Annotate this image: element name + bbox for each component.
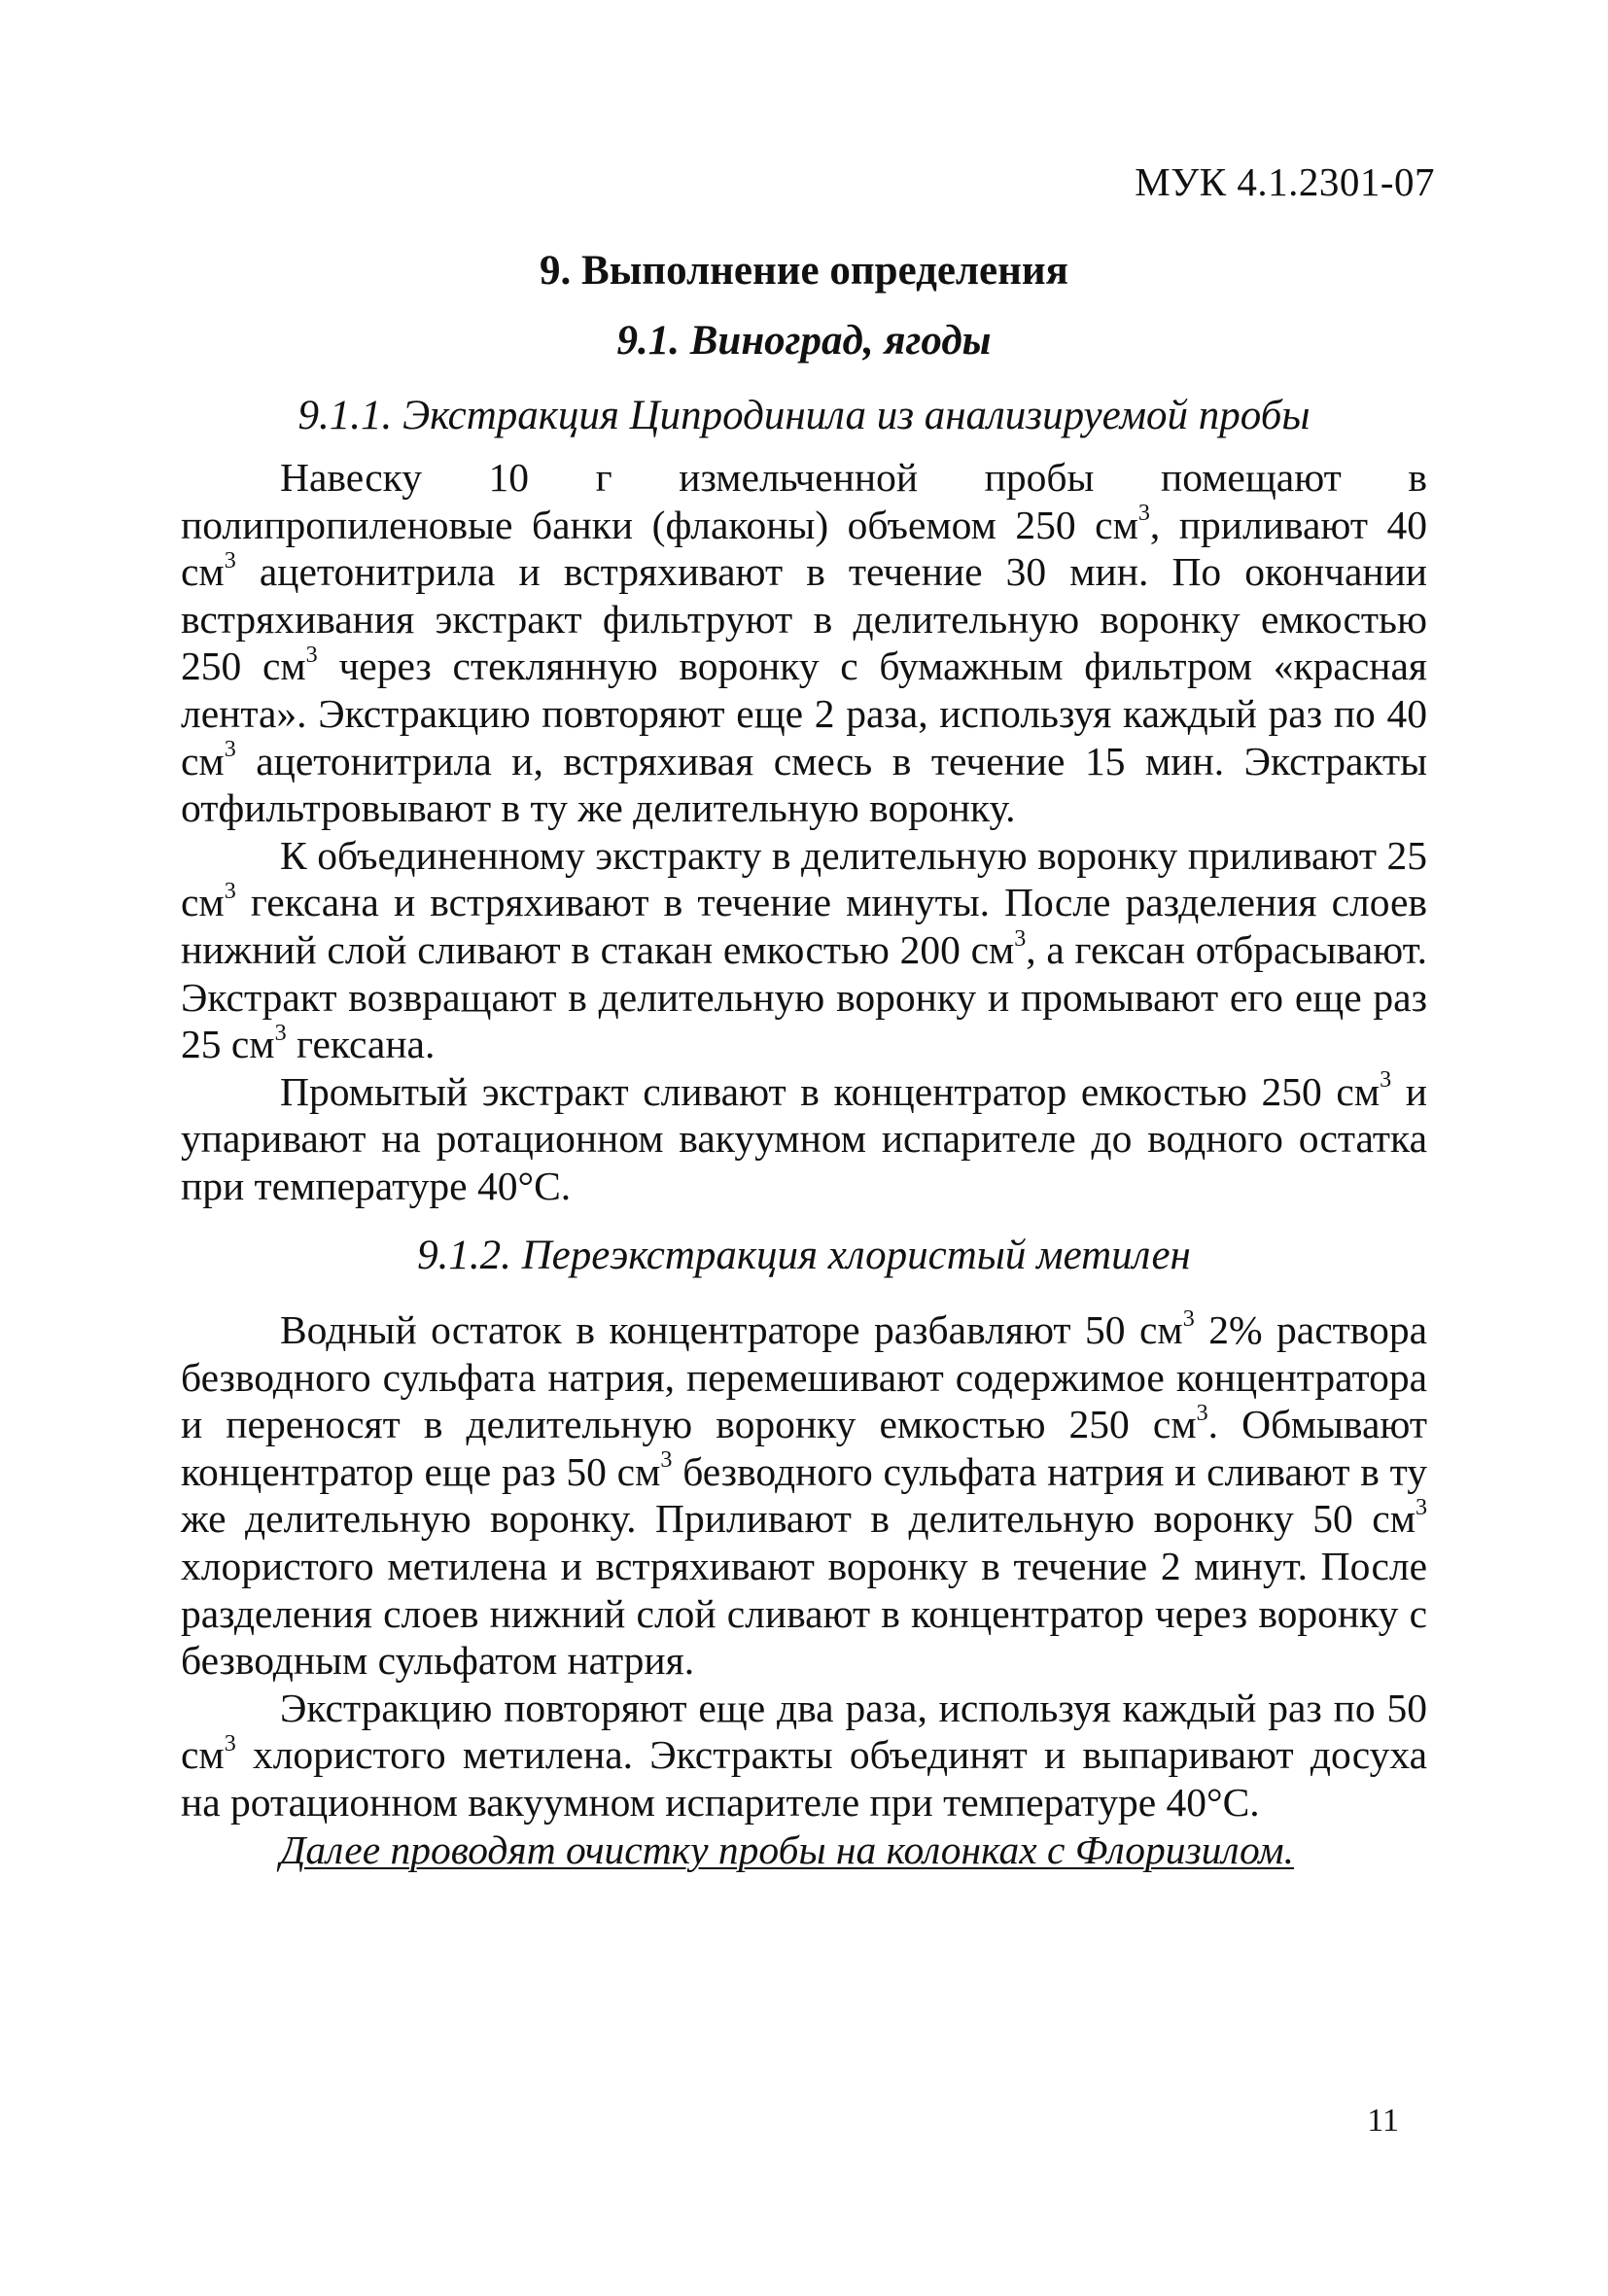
superscript-3: 3 — [224, 878, 236, 904]
superscript-3: 3 — [1380, 1067, 1392, 1094]
superscript-3: 3 — [224, 1730, 236, 1757]
section-heading: 9. Выполнение определения — [540, 248, 1068, 294]
paragraph-evaporation: Промытый экстракт сливают в концентратор емкостью 250 $см^3$ и упаривают на ротационном вакуумном испарителе до водного остатка при температуре 40°С. — [181, 1067, 1427, 1208]
superscript-3: 3 — [1196, 1400, 1208, 1426]
superscript-3: 3 — [1182, 1305, 1195, 1332]
paragraph-sample-weighing: Навеску 10 г измельченной пробы помещают в полипропиленовые банки (флаконы) объемом 250 $см^3$, приливают 40 $см^3$ ацетонитрила и встряхивают в течение 30 мин. По окончании встряхивания экстракт фильтруют в делительную воронку емкостью 250 $см^3$ через стеклянную воронку с бумажным фильтром «красная лента». Экстракцию повторяют еще 2 раза, используя каждый раз по 40 $см^3$ ацетонитрила и, встряхивая смесь в течение 15 мин. Экстракты отфильтровывают в ту же делительную воронку. — [181, 455, 1427, 831]
paragraph-hexane-wash: К объединенному экстракту в делительную воронку приливают 25 $см^3$ гексана и встряхивают в течение минуты. После разделения слоев нижний слой сливают в стакан емкостью 200 $см^3$, а гексан отбрасывают. Экстракт возвращают в делительную воронку и промывают его еще раз 25 $см^3$ гексана. — [181, 832, 1427, 1067]
superscript-3: 3 — [274, 1020, 287, 1046]
superscript-3: 3 — [305, 642, 318, 668]
superscript-3: 3 — [1415, 1494, 1427, 1520]
superscript-3: 3 — [1137, 501, 1150, 527]
superscript-3: 3 — [224, 547, 236, 574]
reextraction-text-block — [181, 1306, 1427, 1873]
superscript-3: 3 — [1014, 925, 1027, 952]
subsection-heading: 9.1. Виноград, ягоды — [616, 318, 992, 364]
paragraph-next-step: Далее проводят очистку пробы на колонках с Флоризилом. — [280, 1826, 1295, 1872]
extraction-text-block — [181, 454, 1427, 1210]
superscript-3: 3 — [660, 1447, 673, 1474]
subsubsection-heading-extraction: 9.1.1. Экстракция Ципродинила из анализируемой пробы — [297, 393, 1311, 438]
superscript-3: 3 — [224, 737, 236, 763]
paragraph-repeat-extraction: Экстракцию повторяют еще два раза, используя каждый раз по 50 $см^3$ хлористого метилена. Экстракты объединят и выпаривают досуха на ротационном вакуумном испарителе при температуре 40°С. — [181, 1685, 1427, 1825]
page-number: 11 — [1367, 2103, 1399, 2139]
document-code: МУК 4.1.2301-07 — [1135, 159, 1435, 204]
subsubsection-heading-reextraction: 9.1.2. Переэкстракция хлористый метилен — [417, 1233, 1191, 1278]
paragraph-aqueous-residue: Водный остаток в концентраторе разбавляют 50 $см^3$ 2% раствора безводного сульфата натрия, перемешивают содержимое концентратора и переносят в делительную воронку емкостью 250 $см^3$. Обмывают концентратор еще раз 50 $см^3$ безводного сульфата натрия и сливают в ту же делительную воронку. Приливают в делительную воронку 50 $см^3$ хлористого метилена и встряхивают воронку в течение 2 минут. После разделения слоев нижний слой сливают в концентратор через воронку с безводным сульфатом натрия. — [181, 1305, 1427, 1684]
